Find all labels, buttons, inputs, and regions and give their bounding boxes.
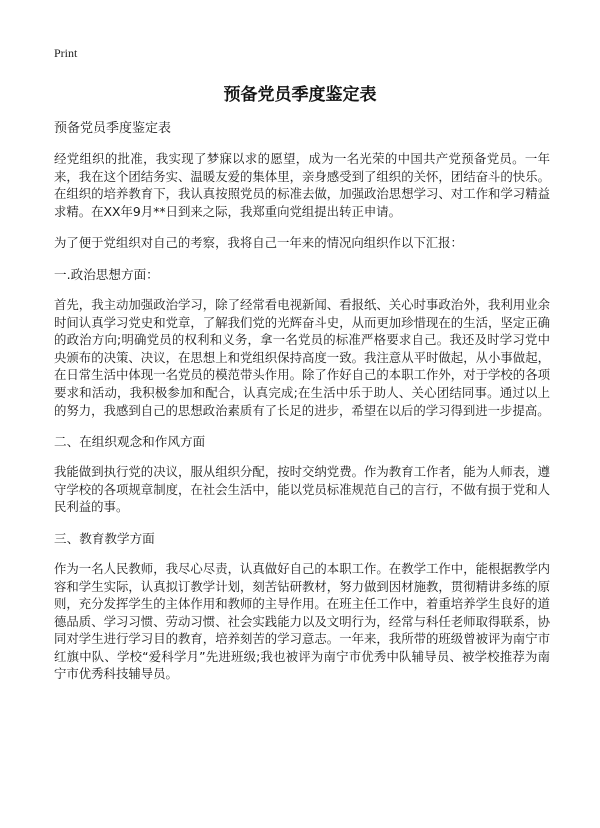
politics-paragraph: 首先，我主动加强政治学习，除了经常看电视新闻、看报纸、关心时事政治外，我利用业余时间认真学习党史和党章，了解我们党的光辉奋斗史，从而更加珍惜现在的生活，坚定正确的政治方向;明确党员的权利和义务，拿一名党员的标准严格要求自己。我还及时学习党中央颁布的决策、决议，在思想上和党组织保持高度一致。我注意从平时做起，从小事做起，在日常生活中体现一名党员的模范带头作用。除了作好自己的本职工作外，对于学校的各项要求和活动，我积极参加和配合，认真完成;在生活中乐于助人、关心团结同事。通过以上的努力，我感到自己的思想政治素质有了长足的进步，希望在以后的学习得到进一步提高。 [54, 296, 550, 418]
intro-paragraph: 经党组织的批准，我实现了梦寐以求的愿望，成为一名光荣的中国共产党预备党员。一年来，我在这个团结务实、温暖友爱的集体里，亲身感受到了组织的关怀，团结奋斗的快乐。在组织的培养教育下，我认真按照党员的标准去做，加强政治思想学习、对工作和学习精益求精。在XX年9月**日到来之际，我郑重向党组提出转正申请。 [54, 151, 550, 219]
section-heading-politics: 一.政治思想方面： [54, 266, 159, 282]
teaching-paragraph: 作为一名人民教师，我尽心尽责，认真做好自己的本职工作。在教学工作中，能根据教学内容和学生实际，认真拟订教学计划，刻苦钻研教材，努力做到因材施教，贯彻精讲多练的原则，充分发挥学生的主体作用和教师的主导作用。在班主任工作中，着重培养学生良好的道德品质、学习习惯、劳动习惯、社会实践能力以及文明行为，经常与科任老师取得联系，协同对学生进行学习目的教育，培养刻苦的学习意志。一年来，我所带的班级曾被评为南宁市红旗中队、学校“爱科学月”先进班级;我也被评为南宁市优秀中队辅导员、被学校推荐为南宁市优秀科技辅导员。 [54, 560, 550, 682]
report-lead-paragraph: 为了便于党组织对自己的考察，我将自己一年来的情况向组织作以下汇报： [54, 235, 463, 251]
organization-paragraph: 我能做到执行党的决议，服从组织分配，按时交纳党费。作为教育工作者，能为人师表，遵守学校的各项规章制度，在社会生活中，能以党员标准规范自己的言行，不做有损于党和人民利益的事。 [54, 464, 550, 515]
section-heading-organization: 二、在组织观念和作风方面 [54, 434, 206, 450]
page-title: 预备党员季度鉴定表 [223, 85, 377, 105]
document-subtitle: 预备党员季度鉴定表 [54, 121, 172, 136]
section-heading-teaching: 三、教育教学方面 [54, 530, 155, 546]
print-link[interactable]: Print [54, 46, 78, 60]
document-body [54, 120, 550, 697]
